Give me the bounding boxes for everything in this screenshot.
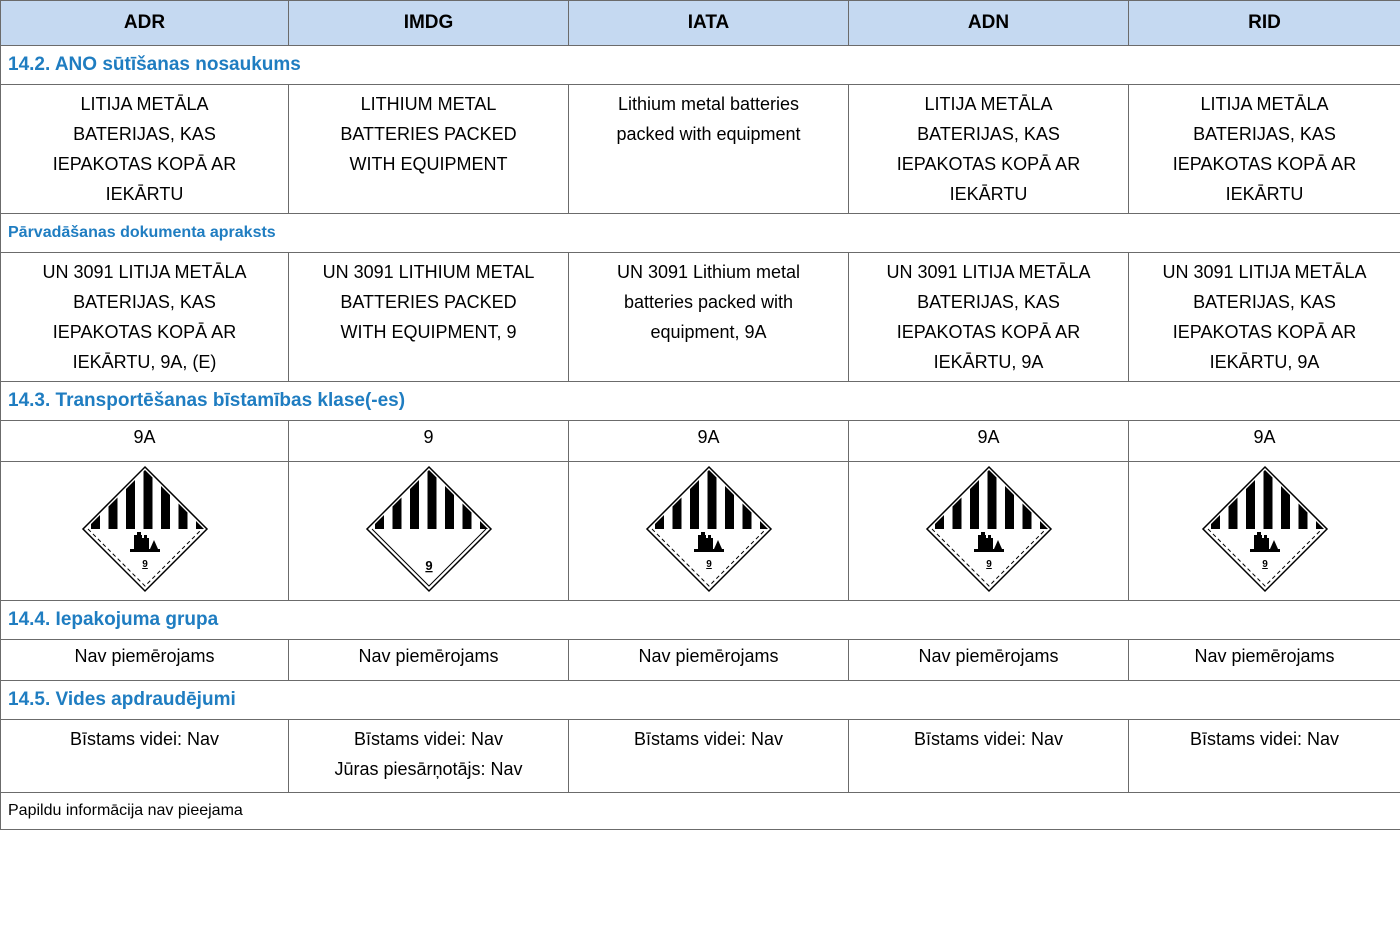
cell-line: IEPAKOTAS KOPĀ AR: [52, 154, 237, 174]
table-row: [1, 253, 1400, 382]
class-9-miscellaneous-icon: [364, 464, 494, 594]
cell-line: UN 3091 Lithium metal: [616, 262, 801, 282]
cell-line: BATERIJAS, KAS: [1193, 124, 1336, 144]
cell-line: Lithium metal batteries: [617, 94, 800, 114]
transport-doc-cell: [849, 253, 1129, 382]
footer-row: [1, 793, 1400, 830]
hazard-class-cell: 9A: [1129, 421, 1400, 462]
cell-line: BATERIJAS, KAS: [73, 292, 216, 312]
cell-line: IEKĀRTU: [1225, 184, 1304, 204]
cell-line: batteries packed with: [623, 292, 794, 312]
table-row: [1, 720, 1400, 793]
section-row-un-name: [1, 46, 1400, 85]
cell-line: Bīstams videi: Nav: [913, 729, 1064, 749]
cell-line: UN 3091 LITIJA METĀLA: [886, 262, 1091, 282]
cell-line: IEPAKOTAS KOPĀ AR: [1172, 322, 1357, 342]
cell-line: UN 3091 LITIJA METĀLA: [1162, 262, 1367, 282]
cell-line: UN 3091 LITHIUM METAL: [322, 262, 535, 282]
cell-line: IEKĀRTU: [105, 184, 184, 204]
cell-line: WITH EQUIPMENT, 9: [340, 322, 517, 342]
hazard-class-cell: 9A: [849, 421, 1129, 462]
cell-line: Bīstams videi: Nav: [69, 729, 220, 749]
cell-line: Jūras piesārņotājs: Nav: [334, 759, 523, 779]
hazard-class-cell: 9A: [1, 421, 289, 462]
cell-line: IEPAKOTAS KOPĀ AR: [1172, 154, 1357, 174]
column-header-adr: ADR: [1, 1, 289, 46]
environmental-cell: [849, 720, 1129, 793]
cell-line: BATTERIES PACKED: [340, 124, 517, 144]
transport-doc-cell: [1129, 253, 1400, 382]
un-name-cell: [1, 85, 289, 214]
cell-line: BATTERIES PACKED: [340, 292, 517, 312]
un-name-cell: [1129, 85, 1400, 214]
hazard-class-cell: 9A: [569, 421, 849, 462]
packing-group-cell: Nav piemērojams: [1, 640, 289, 681]
packing-group-cell: Nav piemērojams: [569, 640, 849, 681]
cell-line: LITIJA METĀLA: [80, 94, 209, 114]
cell-line: IEPAKOTAS KOPĀ AR: [896, 322, 1081, 342]
environmental-cell: [569, 720, 849, 793]
cell-line: LITIJA METĀLA: [924, 94, 1053, 114]
cell-line: BATERIJAS, KAS: [73, 124, 216, 144]
cell-line: equipment, 9A: [650, 322, 767, 342]
column-header-iata: IATA: [569, 1, 849, 46]
cell-line: BATERIJAS, KAS: [917, 124, 1060, 144]
environmental-cell: [1, 720, 289, 793]
column-header-rid: RID: [1129, 1, 1400, 46]
cell-line: IEKĀRTU, 9A, (E): [72, 352, 217, 372]
packing-group-cell: Nav piemērojams: [289, 640, 569, 681]
class-9a-lithium-battery-icon: [1200, 464, 1330, 594]
cell-line: WITH EQUIPMENT: [349, 154, 508, 174]
packing-group-cell: Nav piemērojams: [849, 640, 1129, 681]
environmental-cell: [289, 720, 569, 793]
section-row-transport-doc: [1, 214, 1400, 253]
class-9a-lithium-battery-icon: [80, 464, 210, 594]
column-header-imdg: IMDG: [289, 1, 569, 46]
table-row: [1, 85, 1400, 214]
table-row: [1, 640, 1400, 681]
cell-line: IEKĀRTU: [949, 184, 1028, 204]
cell-line: Bīstams videi: Nav: [353, 729, 504, 749]
cell-line: Bīstams videi: Nav: [633, 729, 784, 749]
un-name-cell: [289, 85, 569, 214]
cell-line: UN 3091 LITIJA METĀLA: [42, 262, 247, 282]
section-title-packing-group: 14.4. Iepakojuma grupa: [1, 601, 1400, 640]
section-title-hazard-class: 14.3. Transportēšanas bīstamības klase(-es): [1, 382, 1400, 421]
svg-text:9: 9: [1261, 558, 1268, 570]
hazard-class-cell: 9: [289, 421, 569, 462]
cell-line: IEKĀRTU, 9A: [1209, 352, 1320, 372]
cell-line: IEKĀRTU, 9A: [933, 352, 1044, 372]
section-title-transport-doc: Pārvadāšanas dokumenta apraksts: [1, 214, 1400, 253]
pictogram-cell: [569, 462, 849, 601]
svg-text:9: 9: [424, 557, 433, 573]
section-row-hazard-class: [1, 382, 1400, 421]
un-name-cell: [569, 85, 849, 214]
cell-line: packed with equipment: [616, 124, 801, 144]
svg-text:9: 9: [705, 558, 712, 570]
cell-line: BATERIJAS, KAS: [917, 292, 1060, 312]
pictogram-cell: [849, 462, 1129, 601]
class-9a-lithium-battery-icon: [644, 464, 774, 594]
svg-text:9: 9: [985, 558, 992, 570]
cell-line: BATERIJAS, KAS: [1193, 292, 1336, 312]
svg-text:9: 9: [141, 558, 148, 570]
transport-doc-cell: [569, 253, 849, 382]
packing-group-cell: Nav piemērojams: [1129, 640, 1400, 681]
additional-info-text: Papildu informācija nav pieejama: [1, 793, 1400, 830]
pictogram-cell: [289, 462, 569, 601]
header-row: [1, 1, 1400, 46]
section-row-environmental: [1, 681, 1400, 720]
pictogram-cell: [1, 462, 289, 601]
environmental-cell: [1129, 720, 1400, 793]
section-title-environmental: 14.5. Vides apdraudējumi: [1, 681, 1400, 720]
cell-line: LITHIUM METAL: [360, 94, 497, 114]
pictogram-row: [1, 462, 1400, 601]
section-row-packing-group: [1, 601, 1400, 640]
table-row: [1, 421, 1400, 462]
un-name-cell: [849, 85, 1129, 214]
cell-line: IEPAKOTAS KOPĀ AR: [896, 154, 1081, 174]
transport-doc-cell: [1, 253, 289, 382]
cell-line: IEPAKOTAS KOPĀ AR: [52, 322, 237, 342]
column-header-adn: ADN: [849, 1, 1129, 46]
section-title-un-name: 14.2. ANO sūtīšanas nosaukums: [1, 46, 1400, 85]
cell-line: LITIJA METĀLA: [1200, 94, 1329, 114]
cell-line: Bīstams videi: Nav: [1189, 729, 1340, 749]
transport-doc-cell: [289, 253, 569, 382]
pictogram-cell: [1129, 462, 1400, 601]
class-9a-lithium-battery-icon: [924, 464, 1054, 594]
